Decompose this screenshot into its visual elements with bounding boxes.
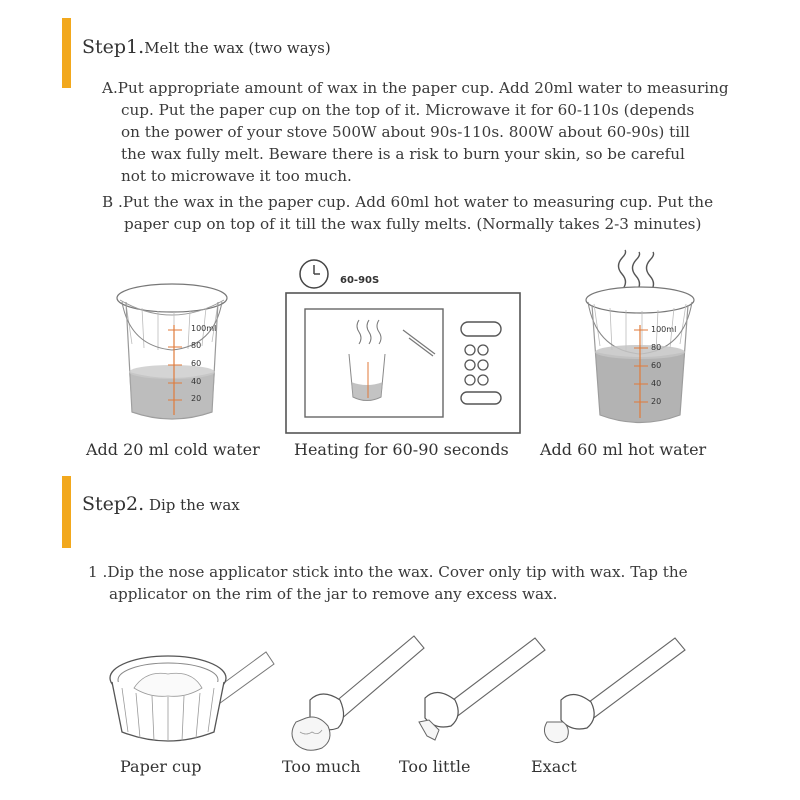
- step2-line: 1 .Dip the nose applicator stick into the wax. Cover only tip with wax. Tap the: [88, 563, 688, 581]
- caption-too-much: Too much: [282, 757, 361, 776]
- paper-cup-with-applicator-illustration: [106, 640, 281, 750]
- method-b-line: B .Put the wax in the paper cup. Add 60ml hot water to measuring cup. Put the: [102, 193, 714, 211]
- method-a-line: on the power of your stove 500W about 90s-110s. 800W about 60-90s) till: [121, 123, 690, 141]
- cup-mark: 60: [191, 359, 202, 368]
- step1-label: Step1.: [82, 36, 145, 58]
- step2-heading: [82, 493, 240, 515]
- cup-mark: 20: [651, 397, 662, 406]
- cup-mark: 80: [651, 343, 662, 352]
- cup-mark: 100ml: [651, 325, 677, 334]
- caption-heating: Heating for 60-90 seconds: [294, 440, 509, 459]
- cup-mark: 20: [191, 394, 202, 403]
- cup-mark: 40: [651, 379, 662, 388]
- caption-exact: Exact: [531, 757, 577, 776]
- method-a-line: cup. Put the paper cup on the top of it. Microwave it for 60-110s (depends: [121, 101, 695, 119]
- cup-mark: 100ml: [191, 324, 217, 333]
- timer-label: 60-90S: [340, 275, 380, 286]
- applicator-exact-illustration: [525, 628, 695, 758]
- step1-heading: [82, 36, 331, 58]
- step1-method-b: [102, 191, 713, 235]
- caption-too-little: Too little: [399, 757, 471, 776]
- method-a-line: the wax fully melt. Beware there is a risk to burn your skin, so be careful: [121, 145, 685, 163]
- microwave-illustration: [285, 292, 521, 434]
- timer-icon: [298, 258, 332, 292]
- method-b-line: paper cup on top of it till the wax fully melts. (Normally takes 2-3 minutes): [124, 215, 702, 233]
- caption-paper-cup: Paper cup: [120, 757, 202, 776]
- caption-hot-water: Add 60 ml hot water: [540, 440, 707, 459]
- step1-accent-bar: [62, 18, 71, 88]
- step2-accent-bar: [62, 476, 71, 548]
- step2-label: Step2.: [82, 493, 145, 515]
- method-a-line: A.Put appropriate amount of wax in the paper cup. Add 20ml water to measuring: [102, 79, 729, 97]
- cup-mark: 40: [191, 377, 202, 386]
- step1-title: Melt the wax (two ways): [144, 39, 331, 57]
- cup-mark: 80: [191, 341, 202, 350]
- step2-title: Dip the wax: [148, 496, 240, 514]
- step2-instruction: [88, 561, 688, 605]
- caption-cold-water: Add 20 ml cold water: [86, 440, 260, 459]
- method-a-line: not to microwave it too much.: [121, 167, 352, 185]
- step1-method-a: [102, 77, 729, 187]
- measuring-cup-hot-water-illustration: [582, 250, 702, 432]
- cup-mark: 60: [651, 361, 662, 370]
- measuring-cup-cold-water-illustration: [112, 280, 237, 430]
- step2-line: applicator on the rim of the jar to remove any excess wax.: [109, 585, 558, 603]
